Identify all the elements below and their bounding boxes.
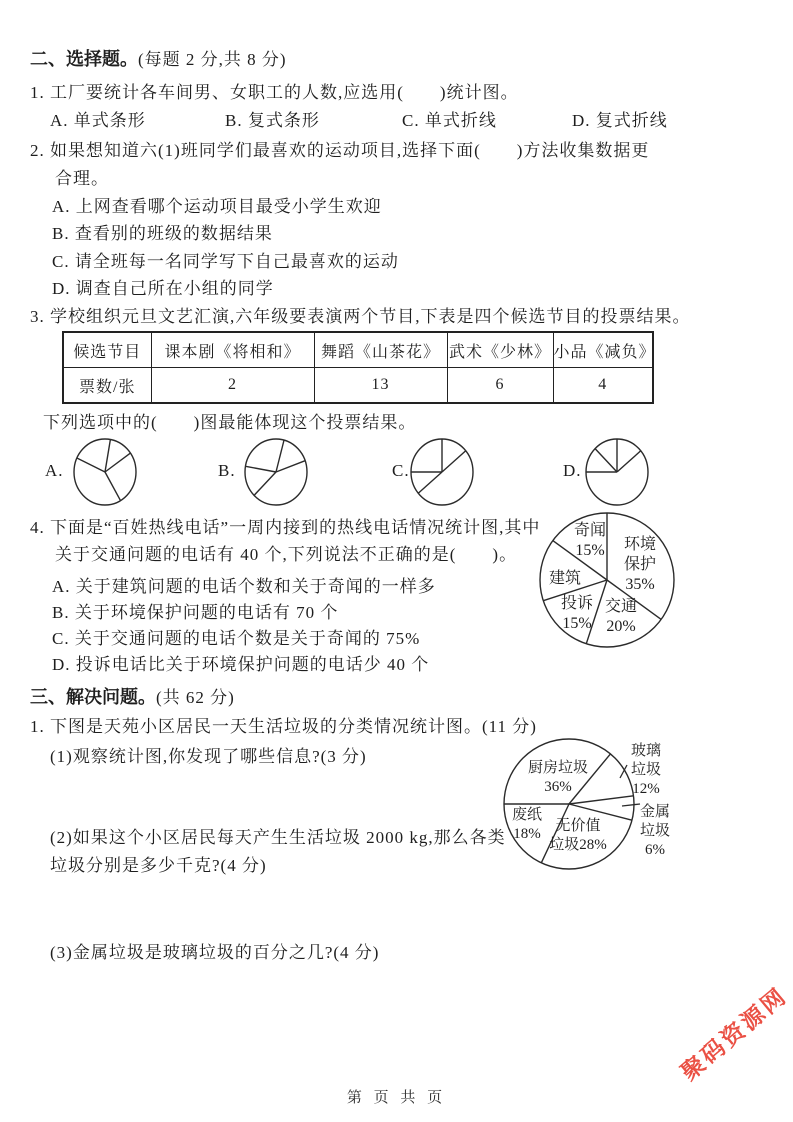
vote-row-label: 票数/张 — [63, 368, 151, 404]
vote-value-2: 6 — [447, 368, 553, 404]
q1-option-c: C. 单式折线 — [402, 111, 497, 130]
hotline-slice-label-construction: 建筑 — [548, 570, 582, 587]
vote-value-0: 2 — [151, 368, 314, 404]
q2-stem-line1: 2. 如果想知道六(1)班同学们最喜欢的运动项目,选择下面( )方法收集数据更 — [30, 141, 650, 160]
vote-col-header-4: 小品《减负》 — [553, 332, 653, 368]
q4-stem-line2: 关于交通问题的电话有 40 个,下列说法不正确的是( )。 — [55, 545, 518, 564]
q3-stem: 3. 学校组织元旦文艺汇演,六年级要表演两个节目,下表是四个候选节目的投票结果。 — [30, 307, 691, 326]
pie-option-c-icon — [409, 438, 475, 506]
vote-col-header-3: 武术《少林》 — [447, 332, 553, 368]
garbage-pie-icon — [478, 722, 728, 887]
s3q1-stem: 1. 下图是天苑小区居民一天生活垃圾的分类情况统计图。(11 分) — [30, 717, 537, 736]
vote-value-1: 13 — [314, 368, 447, 404]
page-footer: 第 页 共 页 — [346, 1090, 447, 1106]
q1-option-b: B. 复式条形 — [225, 111, 320, 130]
section3-heading — [30, 683, 235, 709]
vote-value-3: 4 — [553, 368, 653, 404]
section3-heading-bold: 三、解决问题。 — [30, 687, 156, 707]
pie-option-b-icon — [243, 438, 309, 506]
garbage-slice-label-worthless: 无价值 垃圾28% — [549, 818, 607, 853]
q1-option-d: D. 复式折线 — [572, 111, 668, 130]
q4-option-c: C. 关于交通问题的电话个数是关于奇闻的 75% — [52, 629, 421, 648]
section2-heading — [30, 45, 287, 71]
s3q1-sub2-line1: (2)如果这个小区居民每天产生生活垃圾 2000 kg,那么各类 — [50, 828, 506, 847]
q1-option-a: A. 单式条形 — [50, 111, 146, 130]
vote-table-value-row — [63, 368, 653, 404]
pie-option-d-label: D. — [563, 461, 582, 480]
pie-option-d-icon — [584, 438, 650, 506]
hotline-slice-label-environment: 环境 保护 35% — [623, 536, 657, 593]
pie-option-c-label: C. — [392, 461, 410, 480]
section2-heading-bold: 二、选择题。 — [30, 49, 138, 69]
q4-option-d: D. 投诉电话比关于环境保护问题的电话少 40 个 — [52, 655, 430, 674]
q2-option-c: C. 请全班每一名同学写下自己最喜欢的运动 — [52, 252, 399, 271]
vote-col-header-0: 候选节目 — [63, 332, 151, 368]
q4-option-b: B. 关于环境保护问题的电话有 70 个 — [52, 603, 339, 622]
garbage-pie-chart — [478, 722, 728, 887]
q3-vote-table — [62, 331, 654, 404]
watermark-text: 聚码资源网 — [675, 981, 793, 1085]
section2-heading-note: (每题 2 分,共 8 分) — [138, 50, 287, 69]
hotline-slice-label-traffic: 交通 20% — [604, 598, 638, 635]
section3-heading-note: (共 62 分) — [156, 688, 235, 707]
q2-option-d: D. 调查自己所在小组的同学 — [52, 279, 274, 298]
pie-option-b-label: B. — [218, 461, 236, 480]
vote-table-header-row — [63, 332, 653, 368]
s3q1-sub3: (3)金属垃圾是玻璃垃圾的百分之几?(4 分) — [50, 943, 380, 962]
hotline-slice-label-anecdote: 奇闻 15% — [573, 522, 607, 559]
vote-col-header-1: 课本剧《将相和》 — [151, 332, 314, 368]
q3-prompt: 下列选项中的( )图最能体现这个投票结果。 — [43, 413, 417, 432]
q2-option-b: B. 查看别的班级的数据结果 — [52, 224, 273, 243]
metal-leader-line — [622, 804, 640, 806]
vote-col-header-2: 舞蹈《山茶花》 — [314, 332, 447, 368]
pie-option-a-label: A. — [45, 461, 64, 480]
q2-option-a: A. 上网查看哪个运动项目最受小学生欢迎 — [52, 197, 382, 216]
pie-option-a-icon — [72, 438, 138, 506]
garbage-slice-label-kitchen: 厨房垃圾 36% — [527, 760, 589, 795]
q4-stem-line1: 4. 下面是“百姓热线电话”一周内接到的热线电话情况统计图,其中 — [30, 518, 541, 537]
hotline-slice-label-complaint: 投诉 15% — [560, 595, 594, 632]
s3q1-sub2-line2: 垃圾分别是多少千克?(4 分) — [50, 856, 267, 875]
garbage-slice-label-wastepaper: 废纸 18% — [511, 807, 543, 842]
watermark — [648, 962, 793, 1102]
garbage-slice-label-metal: 金属 垃圾 6% — [639, 804, 671, 858]
garbage-slice-label-glass: 玻璃 垃圾 12% — [630, 743, 662, 797]
s3q1-sub1: (1)观察统计图,你发现了哪些信息?(3 分) — [50, 747, 367, 766]
q4-option-a: A. 关于建筑问题的电话个数和关于奇闻的一样多 — [52, 577, 436, 596]
q1-stem: 1. 工厂要统计各车间男、女职工的人数,应选用( )统计图。 — [30, 83, 519, 102]
hotline-pie-chart — [535, 505, 750, 655]
q2-stem-line2: 合理。 — [55, 169, 109, 188]
